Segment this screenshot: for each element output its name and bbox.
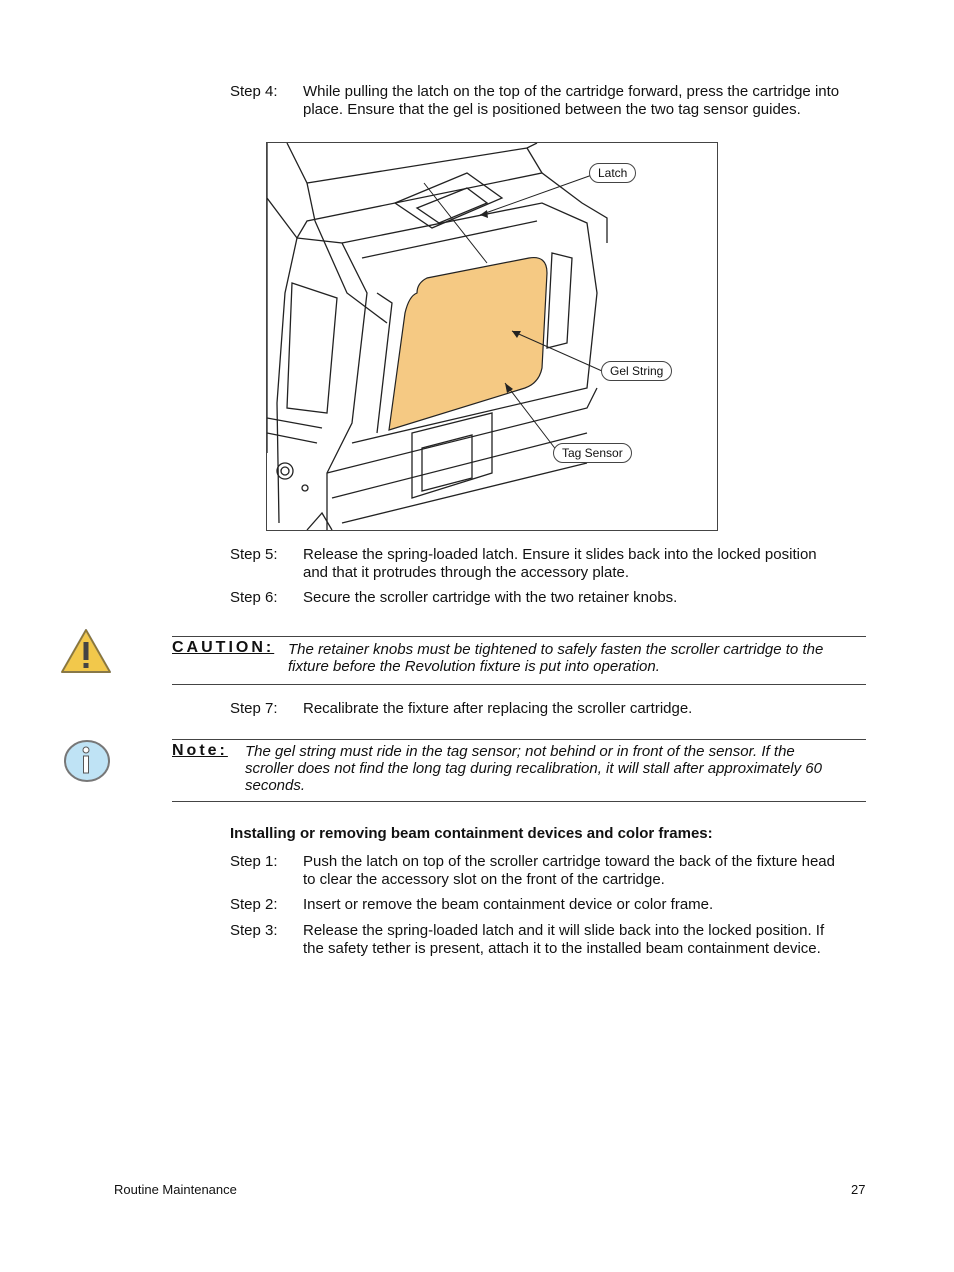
step-6-text: Secure the scroller cartridge with the two retainer knobs.: [303, 589, 678, 606]
callout-latch: Latch: [589, 163, 636, 183]
section-step-2-text: Insert or remove the beam containment device or color frame.: [303, 896, 714, 913]
section-heading: Installing or removing beam containment devices and color frames:: [230, 825, 713, 842]
callout-gel-string: Gel String: [601, 361, 672, 381]
section-step-1-label: Step 1:: [230, 853, 278, 870]
page-number: 27: [851, 1182, 866, 1197]
note-text-line2: scroller does not find the long tag during recalibration, it will stall after approximately 60: [245, 760, 822, 777]
scroller-cartridge-figure: [266, 142, 718, 531]
info-icon: [62, 738, 112, 784]
step-7-text: Recalibrate the fixture after replacing the scroller cartridge.: [303, 700, 693, 717]
caution-heading: CAUTION:: [172, 639, 275, 656]
note-text-line1: The gel string must ride in the tag sensor; not behind or in front of the sensor. If the: [245, 743, 795, 760]
callout-tag-sensor: Tag Sensor: [553, 443, 632, 463]
step-5-text-line1: Release the spring-loaded latch. Ensure it slides back into the locked position: [303, 546, 817, 563]
step-5-text-line2: and that it protrudes through the accessory plate.: [303, 564, 630, 581]
latch-plate: [395, 173, 502, 228]
fixture-illustration: [267, 143, 717, 530]
section-step-2-label: Step 2:: [230, 896, 278, 913]
footer-section-title: Routine Maintenance: [114, 1182, 237, 1197]
step-5-label: Step 5:: [230, 546, 278, 563]
note-heading: Note:: [172, 742, 228, 759]
section-step-1-text-line2: to clear the accessory slot on the front of the cartridge.: [303, 871, 665, 888]
caution-text-line2: fixture before the Revolution fixture is put into operation.: [288, 658, 660, 675]
step-4-label: Step 4:: [230, 83, 278, 100]
caution-text-line1: The retainer knobs must be tightened to safely fasten the scroller cartridge to the: [288, 641, 824, 658]
section-step-3-text-line1: Release the spring-loaded latch and it will slide back into the locked position. If: [303, 922, 825, 939]
caution-bottom-rule: [172, 684, 866, 685]
note-text-line3: seconds.: [245, 777, 306, 794]
retainer-knob-icon: [277, 463, 293, 479]
step-7-label: Step 7:: [230, 700, 278, 717]
section-step-3-text-line2: the safety tether is present, attach it to the installed beam containment device.: [303, 940, 821, 957]
note-top-rule: [172, 739, 866, 740]
step-4-text-line1: While pulling the latch on the top of the cartridge forward, press the cartridge into: [303, 83, 840, 100]
caution-top-rule: [172, 636, 866, 637]
section-step-3-label: Step 3:: [230, 922, 278, 939]
warning-icon: [60, 626, 112, 676]
section-step-1-text-line1: Push the latch on top of the scroller cartridge toward the back of the fixture head: [303, 853, 835, 870]
step-6-label: Step 6:: [230, 589, 278, 606]
note-bottom-rule: [172, 801, 866, 802]
gel-panel: [389, 258, 547, 430]
step-4-text-line2: place. Ensure that the gel is positioned between the two tag sensor guides.: [303, 101, 801, 118]
